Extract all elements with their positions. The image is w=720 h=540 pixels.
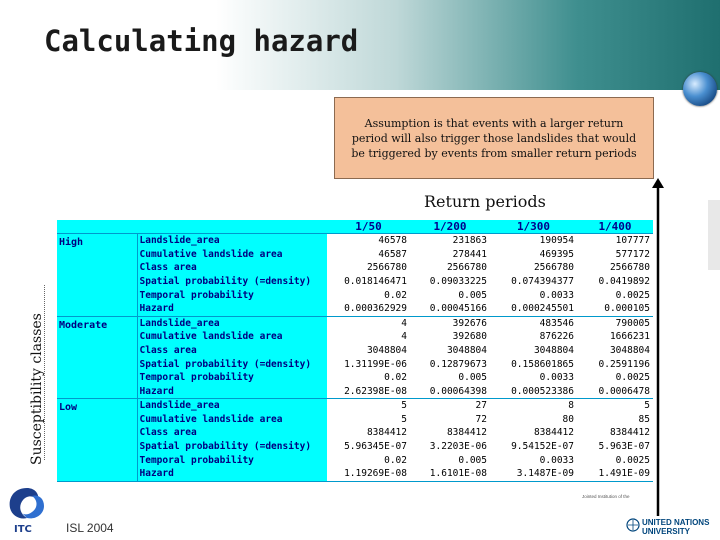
value-cell: 278441 [410, 247, 490, 261]
value-cell: 0.074394377 [490, 275, 577, 289]
value-cell: 4 [327, 330, 410, 344]
value-cell: 1.19269E-08 [327, 467, 410, 481]
value-cell: 0.02 [327, 289, 410, 303]
hazard-table [57, 220, 653, 482]
value-cell: 72 [410, 412, 490, 426]
value-cell: 0.005 [410, 454, 490, 468]
return-periods-title: Return periods [424, 192, 546, 211]
value-cell: 0.09033225 [410, 275, 490, 289]
value-cell: 0.0033 [490, 454, 577, 468]
value-cell: 107777 [577, 234, 653, 248]
un-name-line2: UNIVERSITY [642, 527, 691, 536]
parameter-label: Spatial probability (=density) [137, 440, 327, 454]
value-cell: 0.2591196 [577, 357, 653, 371]
value-cell: 469395 [490, 247, 577, 261]
value-cell: 0.0025 [577, 454, 653, 468]
parameter-label: Cumulative landslide area [137, 412, 327, 426]
value-cell: 790005 [577, 316, 653, 330]
value-cell: 2566780 [577, 261, 653, 275]
parameter-label: Landslide_area [137, 316, 327, 330]
parameter-label: Class area [137, 426, 327, 440]
value-cell: 0.00064398 [410, 385, 490, 399]
table-row [57, 454, 653, 468]
footer-text: ISL 2004 [66, 521, 114, 535]
parameter-label: Hazard [137, 385, 327, 399]
itc-logo-icon [4, 484, 50, 534]
un-emblem-icon [626, 518, 640, 532]
table-row [57, 344, 653, 358]
value-cell: 5 [577, 399, 653, 413]
value-cell: 0.02 [327, 454, 410, 468]
value-cell: 46587 [327, 247, 410, 261]
value-cell: 8 [490, 399, 577, 413]
value-cell: 0.02 [327, 371, 410, 385]
value-cell: 3048804 [327, 344, 410, 358]
value-cell: 9.54152E-07 [490, 440, 577, 454]
value-cell: 8384412 [577, 426, 653, 440]
value-cell: 5.96345E-07 [327, 440, 410, 454]
value-cell: 2566780 [410, 261, 490, 275]
table-row [57, 426, 653, 440]
parameter-label: Cumulative landslide area [137, 247, 327, 261]
parameter-label: Temporal probability [137, 371, 327, 385]
parameter-label: Landslide_area [137, 234, 327, 248]
value-cell: 0.000523386 [490, 385, 577, 399]
table-row [57, 275, 653, 289]
value-cell: 1.6101E-08 [410, 467, 490, 481]
value-cell: 0.000245501 [490, 302, 577, 316]
un-name [642, 518, 709, 536]
table-row [57, 289, 653, 303]
value-cell: 0.0033 [490, 371, 577, 385]
value-cell: 1.491E-09 [577, 467, 653, 481]
value-cell: 0.158601865 [490, 357, 577, 371]
value-cell: 0.00045166 [410, 302, 490, 316]
value-cell: 0.0033 [490, 289, 577, 303]
parameter-label: Temporal probability [137, 289, 327, 303]
svg-text:ITC: ITC [14, 524, 32, 534]
value-cell: 1.31199E-06 [327, 357, 410, 371]
value-cell: 0.0025 [577, 289, 653, 303]
table-row [57, 330, 653, 344]
axis-dotted-line [44, 285, 45, 460]
value-cell: 2.62398E-08 [327, 385, 410, 399]
susceptibility-class-label: Moderate [57, 316, 137, 399]
table-row [57, 357, 653, 371]
value-cell: 1666231 [577, 330, 653, 344]
value-cell: 0.0419892 [577, 275, 653, 289]
table-row [57, 247, 653, 261]
value-cell: 3.1487E-09 [490, 467, 577, 481]
globe-icon [683, 72, 717, 106]
value-cell: 3048804 [577, 344, 653, 358]
value-cell: 0.005 [410, 289, 490, 303]
value-cell: 85 [577, 412, 653, 426]
value-cell: 8384412 [410, 426, 490, 440]
parameter-label: Spatial probability (=density) [137, 275, 327, 289]
slide-title: Calculating hazard [44, 24, 359, 58]
table-row [57, 316, 653, 330]
table-row [57, 371, 653, 385]
value-cell: 0.0006478 [577, 385, 653, 399]
parameter-label: Hazard [137, 467, 327, 481]
value-cell: 8384412 [490, 426, 577, 440]
parameter-label: Class area [137, 344, 327, 358]
header-blank-cell [57, 220, 327, 234]
table-row [57, 440, 653, 454]
value-cell: 483546 [490, 316, 577, 330]
value-cell: 0.018146471 [327, 275, 410, 289]
value-cell: 0.12879673 [410, 357, 490, 371]
value-cell: 0.000362929 [327, 302, 410, 316]
value-cell: 392680 [410, 330, 490, 344]
un-affiliation-text: Jointed Institution of the [582, 494, 630, 499]
period-header: 1/50 [327, 220, 410, 234]
parameter-label: Landslide_area [137, 399, 327, 413]
value-cell: 3.2203E-06 [410, 440, 490, 454]
value-cell: 190954 [490, 234, 577, 248]
value-cell: 231863 [410, 234, 490, 248]
value-cell: 46578 [327, 234, 410, 248]
value-cell: 27 [410, 399, 490, 413]
table-row [57, 261, 653, 275]
period-header: 1/400 [577, 220, 653, 234]
value-cell: 4 [327, 316, 410, 330]
value-cell: 3048804 [410, 344, 490, 358]
period-header-row [57, 220, 653, 234]
value-cell: 0.0025 [577, 371, 653, 385]
value-cell: 577172 [577, 247, 653, 261]
value-cell: 3048804 [490, 344, 577, 358]
table-row [57, 399, 653, 413]
assumption-note [334, 97, 654, 179]
susceptibility-class-label: Low [57, 399, 137, 482]
table-row [57, 412, 653, 426]
y-axis-label: Susceptibility classes [29, 313, 45, 465]
value-cell: 876226 [490, 330, 577, 344]
table-row [57, 467, 653, 481]
period-header: 1/200 [410, 220, 490, 234]
un-name-line1: UNITED NATIONS [642, 518, 710, 527]
value-cell: 5 [327, 399, 410, 413]
parameter-label: Temporal probability [137, 454, 327, 468]
value-cell: 8384412 [327, 426, 410, 440]
parameter-label: Spatial probability (=density) [137, 357, 327, 371]
table-row [57, 234, 653, 248]
value-cell: 5.963E-07 [577, 440, 653, 454]
table-row [57, 302, 653, 316]
parameter-label: Class area [137, 261, 327, 275]
value-cell: 0.005 [410, 371, 490, 385]
value-cell: 5 [327, 412, 410, 426]
value-cell: 0.000105 [577, 302, 653, 316]
value-cell: 392676 [410, 316, 490, 330]
un-university-logo [582, 492, 720, 538]
edge-strip [708, 200, 720, 270]
value-cell: 2566780 [490, 261, 577, 275]
value-cell: 80 [490, 412, 577, 426]
value-cell: 2566780 [327, 261, 410, 275]
period-header: 1/300 [490, 220, 577, 234]
assumption-note-text: Assumption is that events with a larger return period will also trigger those landslides that would be triggered by events from smaller return periods [351, 116, 637, 160]
parameter-label: Hazard [137, 302, 327, 316]
parameter-label: Cumulative landslide area [137, 330, 327, 344]
susceptibility-class-label: High [57, 234, 137, 317]
table-row [57, 385, 653, 399]
